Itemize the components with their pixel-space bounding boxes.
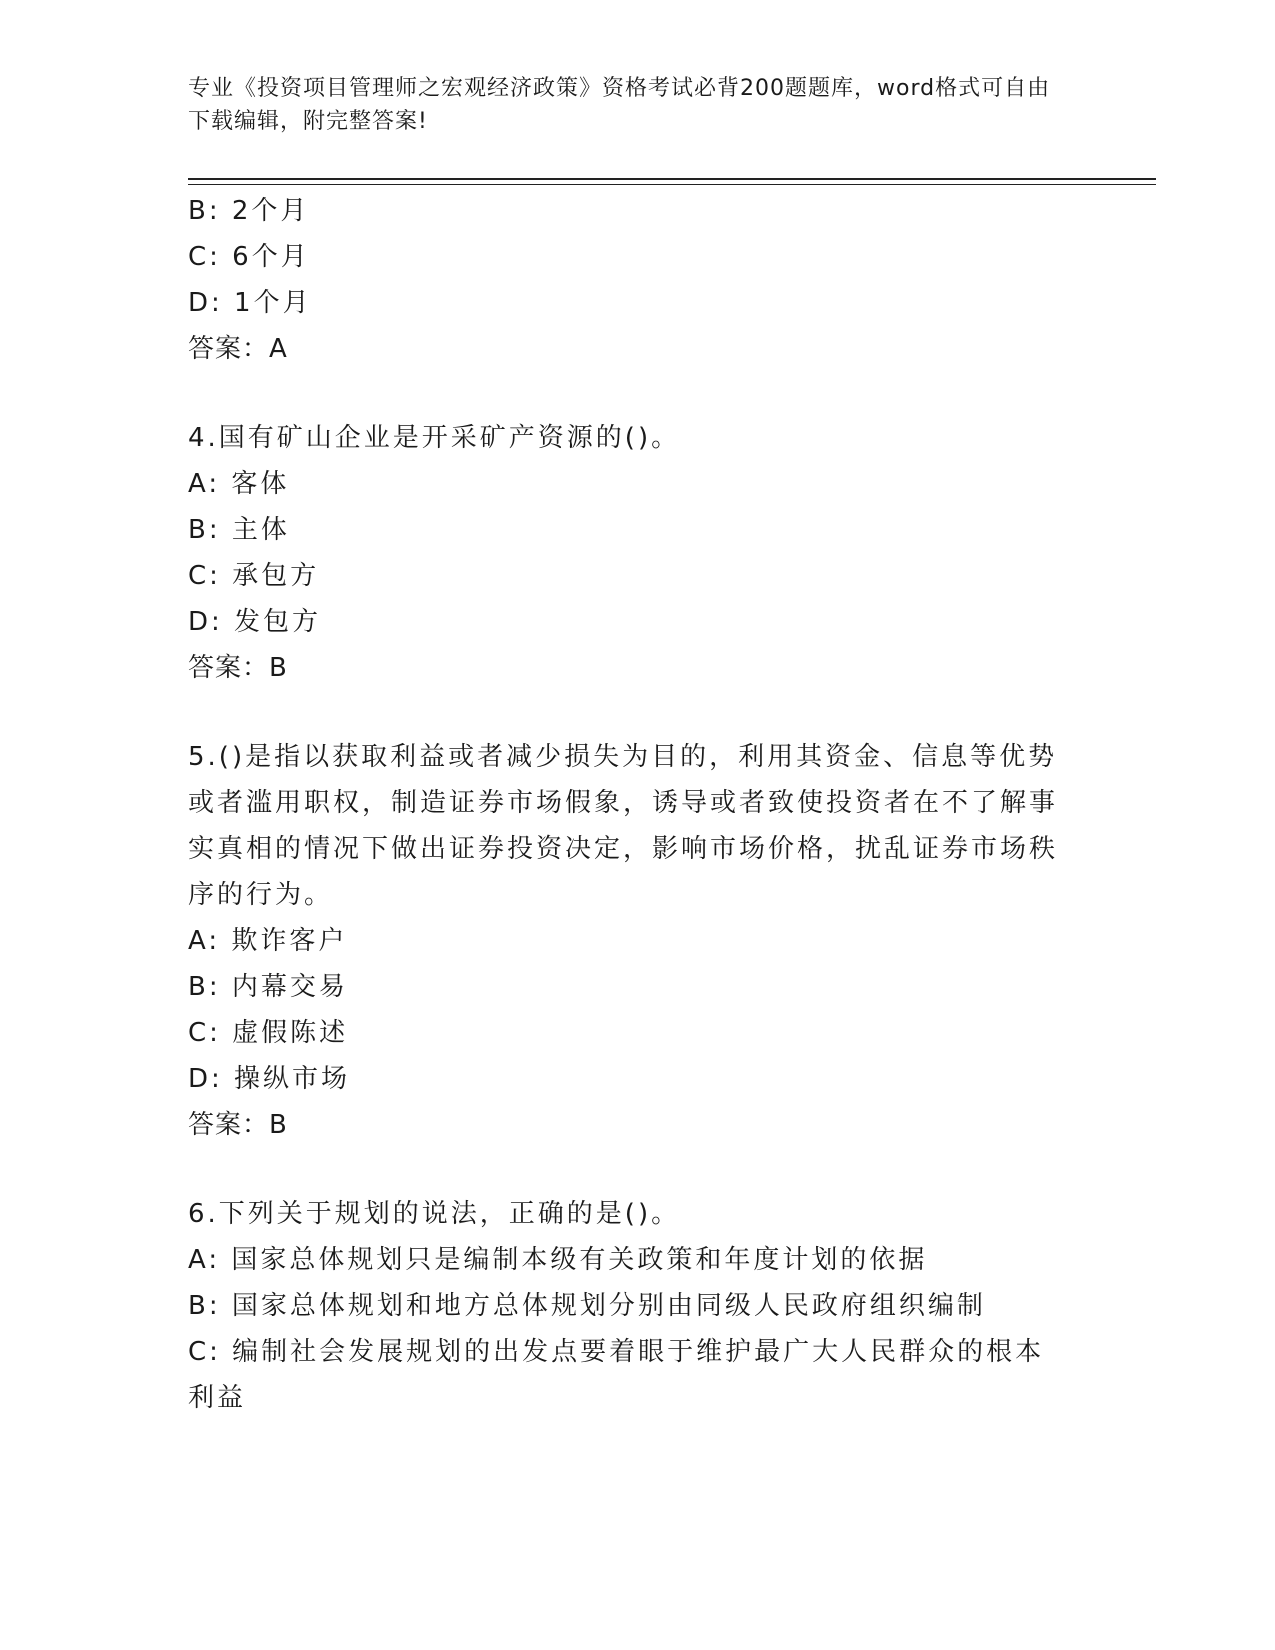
answer-line: 答案：B (188, 653, 288, 683)
option-d: D: 操纵市场 (188, 1064, 351, 1094)
question-stem: 6.下列关于规划的说法，正确的是()。 (188, 1199, 681, 1229)
option-a: A: 国家总体规划只是编制本级有关政策和年度计划的依据 (188, 1245, 928, 1275)
option-d: D: 1个月 (188, 288, 312, 318)
option-d: D: 发包方 (188, 607, 322, 637)
question-4 (188, 415, 1088, 691)
header-divider-thick (188, 178, 1156, 180)
question-3-tail (188, 188, 1088, 372)
question-6 (188, 1191, 1088, 1421)
option-b: B: 国家总体规划和地方总体规划分别由同级人民政府组织编制 (188, 1291, 986, 1321)
option-b: B: 2个月 (188, 196, 310, 226)
option-b: B: 内幕交易 (188, 972, 348, 1002)
question-5 (188, 734, 1088, 1148)
question-stem: 5.()是指以获取利益或者减少损失为目的，利用其资金、信息等优势或者滥用职权，制造证券市场假象，诱导或者致使投资者在不了解事实真相的情况下做出证券投资决定，影响市场价格，扰乱证券市场秩序的行为。 (188, 742, 1059, 910)
option-c: C: 6个月 (188, 242, 310, 272)
page-header: 专业《投资项目管理师之宏观经济政策》资格考试必背200题题库，word格式可自由下载编辑，附完整答案! (188, 76, 1051, 134)
option-c: C: 虚假陈述 (188, 1018, 349, 1048)
question-list (188, 188, 1088, 1421)
question-stem: 4.国有矿山企业是开采矿产资源的()。 (188, 423, 681, 453)
option-a: A: 客体 (188, 469, 290, 499)
option-c: C: 承包方 (188, 561, 320, 591)
option-a: A: 欺诈客户 (188, 926, 348, 956)
option-c: C: 编制社会发展规划的出发点要着眼于维护最广大人民群众的根本利益 (188, 1337, 1045, 1413)
answer-line: 答案：A (188, 334, 288, 364)
header-divider-thin (188, 184, 1156, 185)
answer-line: 答案：B (188, 1110, 288, 1140)
option-b: B: 主体 (188, 515, 290, 545)
